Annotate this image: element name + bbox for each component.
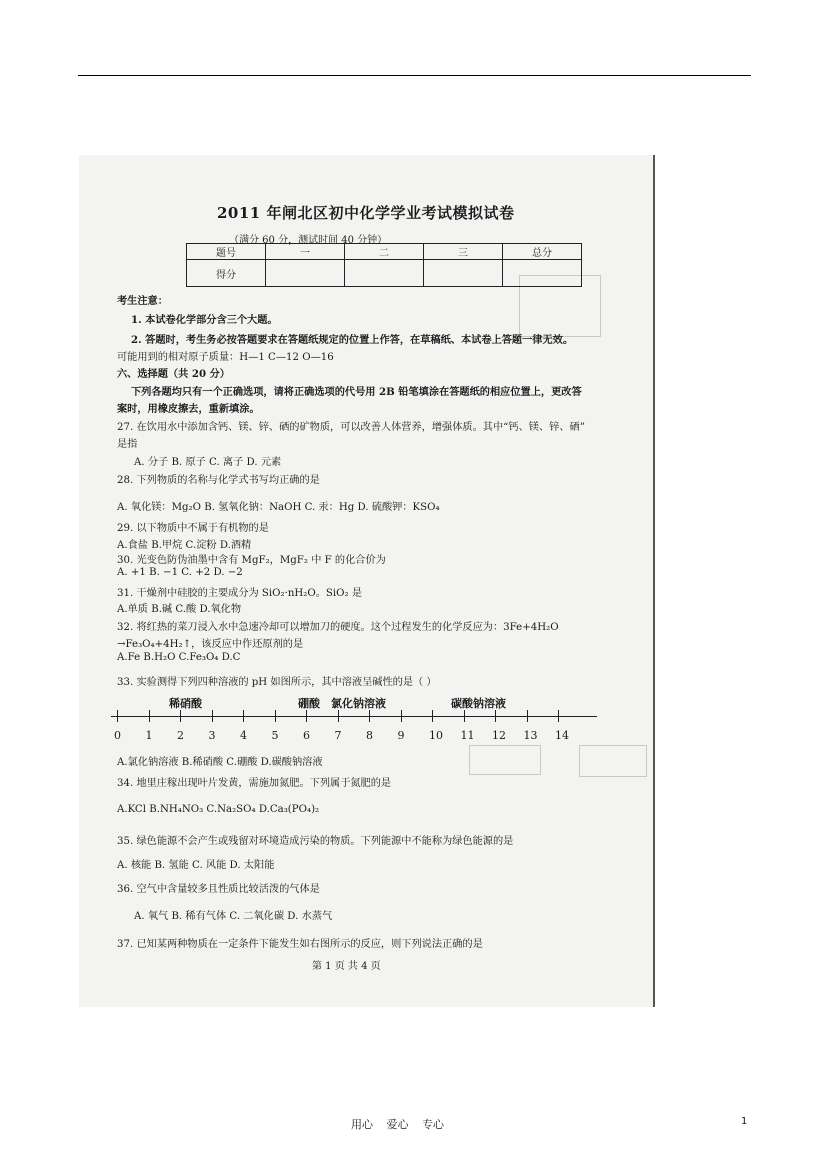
ph-tick-label: 8 [366, 729, 373, 742]
atomic-mass-line: 可能用到的相对原子质量：H—1 C—12 O—16 [117, 352, 334, 363]
question-33: 33. 实验测得下列四种溶液的 pH 如图所示，其中溶液呈碱性的是（ ） [117, 677, 437, 688]
question-27-cont: 是指 [117, 439, 138, 450]
section-instruction: 案时，用橡皮擦去，重新填涂。 [117, 403, 260, 415]
question-30-options: A. +1 B. −1 C. +2 D. −2 [117, 567, 243, 578]
ph-tick-label: 7 [334, 729, 342, 742]
ph-tick-label: 4 [240, 729, 247, 742]
ph-label-boric: 硼酸 [298, 697, 320, 710]
ph-tick [275, 710, 276, 722]
ph-label-carbonate: 碳酸钠溶液 [451, 697, 506, 710]
ph-tick-label: 12 [492, 729, 506, 742]
question-36: 36. 空气中含量较多且性质比较活泼的气体是 [117, 884, 320, 895]
ph-tick-label: 3 [208, 729, 216, 742]
ph-tick [243, 710, 244, 722]
ph-tick [212, 710, 213, 722]
ph-tick-label: 10 [429, 729, 443, 742]
ph-tick [180, 710, 181, 722]
question-34: 34. 地里庄稼出现叶片发黄，需施加氮肥。下列属于氮肥的是 [117, 778, 392, 789]
ph-tick-label: 11 [460, 729, 475, 742]
ph-tick [117, 710, 118, 722]
ph-tick [369, 710, 370, 722]
question-27-options: A. 分子 B. 原子 C. 离子 D. 元素 [134, 457, 282, 468]
scan-edge [653, 155, 655, 1007]
question-35-options: A. 核能 B. 氢能 C. 风能 D. 太阳能 [117, 860, 275, 871]
scanned-exam-page [79, 155, 655, 1007]
question-31: 31. 干燥剂中硅胶的主要成分为 SiO₂·nH₂O。SiO₂ 是 [117, 588, 363, 599]
notice-2: 2. 答题时，考生务必按答题要求在答题纸规定的位置上作答，在草稿纸、本试卷上答题一律无效。 [131, 334, 574, 346]
question-29: 29. 以下物质中不属于有机物的是 [117, 523, 269, 534]
ph-tick-label: 0 [114, 729, 121, 742]
score-header-cell: 一 [266, 244, 345, 260]
score-cell [424, 260, 503, 287]
ph-tick [306, 710, 307, 722]
ph-tick-label: 13 [523, 729, 538, 742]
question-35: 35. 绿色能源不会产生或残留对环境造成污染的物质。下列能源中不能称为绿色能源的是 [117, 836, 514, 847]
ph-tick [338, 710, 339, 722]
question-28: 28. 下列物质的名称与化学式书写均正确的是 [117, 475, 320, 486]
score-table [186, 243, 582, 287]
exam-page-footer: 第 1 页 共 4 页 [312, 961, 381, 972]
question-32-options: A.Fe B.H₂O C.Fe₃O₄ D.C [117, 652, 241, 663]
score-header-cell: 三 [424, 244, 503, 260]
question-33-options: A.氯化钠溶液 B.稀硝酸 C.硼酸 D.碳酸钠溶液 [117, 757, 323, 768]
exam-subtitle: （满分 60 分，测试时间 40 分钟） [229, 235, 388, 246]
ph-tick [495, 710, 496, 722]
ph-tick-label: 2 [177, 729, 184, 742]
ph-tick [464, 710, 465, 722]
ph-label-nacl: 氯化钠溶液 [331, 697, 386, 710]
ph-tick [527, 710, 528, 722]
notice-1: 1. 本试卷化学部分含三个大题。 [131, 314, 278, 326]
section-instruction: 下列各题均只有一个正确选项，请将正确选项的代号用 2B 铅笔填涂在答题纸的相应位置上，更改答 [131, 386, 582, 398]
ph-tick [149, 710, 150, 722]
score-row-label: 得分 [187, 260, 266, 287]
ph-tick [558, 710, 559, 722]
score-header-cell: 总分 [503, 244, 582, 260]
ph-axis [111, 716, 597, 717]
ph-label-nitric: 稀硝酸 [169, 697, 202, 710]
ph-tick [432, 710, 433, 722]
bleed-through-box [579, 745, 647, 777]
question-31-options: A.单质 B.碱 C.酸 D.氧化物 [117, 604, 242, 615]
notice-heading: 考生注意： [117, 295, 168, 307]
score-cell [266, 260, 345, 287]
score-cell [345, 260, 424, 287]
score-header-cell: 题号 [187, 244, 266, 260]
ph-tick-label: 9 [397, 729, 405, 742]
bleed-through-box [469, 745, 541, 775]
question-32: 32. 将红热的菜刀浸入水中急速冷却可以增加刀的硬度。这个过程发生的化学反应为：3Fe+4H₂O [117, 622, 559, 633]
question-29-options: A.食盐 B.甲烷 C.淀粉 D.酒精 [117, 540, 252, 551]
score-header-cell: 二 [345, 244, 424, 260]
question-30: 30. 光变色防伪油墨中含有 MgF₂，MgF₂ 中 F 的化合价为 [117, 555, 386, 566]
question-37: 37. 已知某两种物质在一定条件下能发生如右图所示的反应，则下列说法正确的是 [117, 939, 483, 950]
ph-scale [111, 691, 599, 741]
ph-tick-label: 14 [555, 729, 569, 742]
ph-tick-label: 5 [271, 729, 279, 742]
question-32-cont: →Fe₃O₄+4H₂↑，该反应中作还原剂的是 [117, 639, 304, 650]
ph-tick-label: 6 [303, 729, 310, 742]
section-heading: 六、选择题（共 20 分） [117, 368, 230, 380]
ph-tick [401, 710, 402, 722]
ph-tick-label: 1 [145, 729, 153, 742]
footer-motto: 用心 爱心 专心 [351, 1118, 444, 1131]
exam-title: 2011 年闸北区初中化学学业考试模拟试卷 [217, 204, 515, 222]
question-34-options: A.KCl B.NH₄NO₃ C.Na₂SO₄ D.Ca₃(PO₄)₂ [117, 804, 320, 815]
score-cell [503, 260, 582, 287]
question-27: 27. 在饮用水中添加含钙、镁、锌、硒的矿物质，可以改善人体营养，增强体质。其中“钙、镁、锌、硒” [117, 422, 585, 433]
header-rule [78, 75, 751, 76]
question-28-options: A. 氧化镁：Mg₂O B. 氢氧化钠：NaOH C. 汞：Hg D. 硫酸钾：KSO₄ [117, 502, 440, 513]
question-36-options: A. 氧气 B. 稀有气体 C. 二氧化碳 D. 水蒸气 [134, 911, 333, 922]
page-number: 1 [741, 1116, 748, 1127]
